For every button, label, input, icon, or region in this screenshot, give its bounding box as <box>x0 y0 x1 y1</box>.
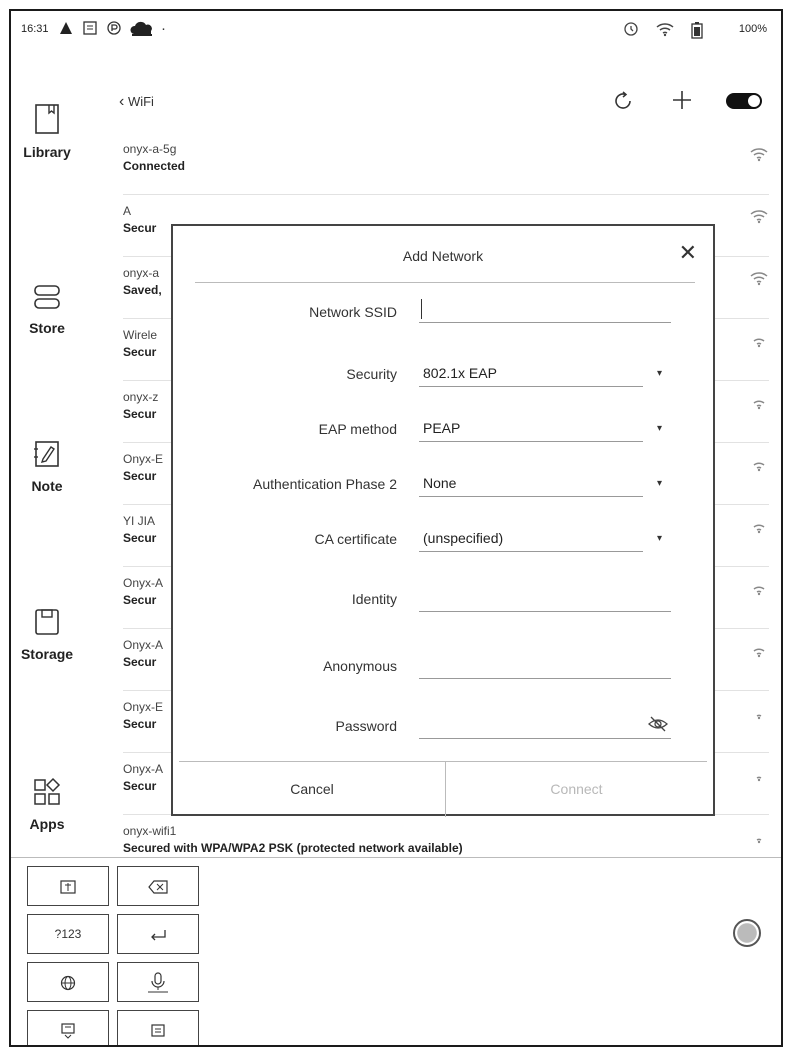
nav-apps-label: Apps <box>29 816 65 832</box>
security-label: Security <box>346 366 397 382</box>
add-network-dialog <box>171 224 715 816</box>
wifi-toggle[interactable] <box>725 91 765 116</box>
battery-percent: 100% <box>738 23 767 35</box>
wifi-name: Onyx-A <box>123 576 164 590</box>
wifi-status: Secured with WPA/WPA2 PSK (protected network available) <box>123 841 463 855</box>
dropdown-caret-icon[interactable]: ▾ <box>657 478 663 489</box>
wifi-name: onyx-wifi1 <box>123 824 177 838</box>
keyboard-settings-key[interactable] <box>117 1010 199 1046</box>
cloud-icon <box>129 21 155 41</box>
eye-slash-icon[interactable] <box>647 715 669 741</box>
keyboard-panel <box>11 857 781 1047</box>
globe-icon <box>60 975 76 989</box>
battery-icon <box>691 21 703 43</box>
ssid-label: Network SSID <box>309 304 397 320</box>
wifi-name: Wirele <box>123 328 158 342</box>
password-input[interactable] <box>419 712 671 739</box>
numbers-key[interactable]: ?123 <box>27 914 109 954</box>
apps-icon <box>11 777 83 812</box>
wifi-status: Secur <box>123 469 157 483</box>
wifi-status: Saved, <box>123 283 162 297</box>
cancel-button[interactable]: Cancel <box>290 781 334 797</box>
refresh-icon[interactable] <box>611 89 635 118</box>
wifi-name: A <box>123 204 132 218</box>
ime-switch-icon <box>60 879 76 893</box>
anonymous-input[interactable] <box>419 652 671 679</box>
wifi-name: onyx-z <box>123 390 159 404</box>
notification-icon <box>83 21 97 39</box>
wifi-signal-icon <box>749 642 769 663</box>
wifi-signal-icon <box>749 580 769 601</box>
voice-input-key[interactable] <box>117 962 199 1002</box>
nav-note-label: Note <box>31 478 63 494</box>
wifi-signal-icon <box>749 332 769 353</box>
phase2-select[interactable]: None <box>419 470 643 497</box>
wifi-status: Secur <box>123 655 157 669</box>
eap-method-select[interactable]: PEAP <box>419 415 643 442</box>
phase2-label: Authentication Phase 2 <box>253 476 397 492</box>
keyboard-mode-key[interactable] <box>27 866 109 906</box>
nav-storage-label: Storage <box>20 646 74 662</box>
device-frame <box>9 9 783 1047</box>
wifi-icon <box>655 21 675 41</box>
dot-icon: · <box>161 20 166 37</box>
wifi-signal-icon <box>749 456 769 477</box>
password-label: Password <box>335 718 397 734</box>
dropdown-caret-icon[interactable]: ▾ <box>657 368 663 379</box>
nav-note[interactable] <box>11 439 83 494</box>
wifi-status: Secur <box>123 221 157 235</box>
text-cursor <box>421 299 422 319</box>
floating-ball-button[interactable] <box>733 919 761 947</box>
wifi-signal-icon <box>749 270 769 291</box>
wifi-status: Secur <box>123 717 157 731</box>
nav-store[interactable] <box>11 283 83 336</box>
wifi-signal-icon <box>749 518 769 539</box>
backspace-key[interactable] <box>117 866 199 906</box>
anonymous-label: Anonymous <box>323 658 397 674</box>
wifi-status: Secur <box>123 345 157 359</box>
wifi-name: Onyx-E <box>123 452 164 466</box>
store-icon <box>11 283 83 316</box>
dialog-title: Add Network <box>402 248 484 264</box>
dialog-divider <box>195 282 695 283</box>
emoji-key[interactable] <box>27 962 109 1002</box>
wifi-signal-icon <box>749 394 769 415</box>
hide-keyboard-key[interactable] <box>27 1010 109 1046</box>
dropdown-caret-icon[interactable]: ▾ <box>657 533 663 544</box>
wifi-name: onyx-a <box>123 266 160 280</box>
wifi-status: Secur <box>123 779 157 793</box>
wifi-status: Secur <box>123 407 157 421</box>
wifi-row[interactable] <box>123 132 769 195</box>
ca-certificate-select[interactable]: (unspecified) <box>419 525 643 552</box>
wifi-status: Secur <box>123 531 157 545</box>
identity-input[interactable] <box>419 585 671 612</box>
dropdown-caret-icon[interactable]: ▾ <box>657 423 663 434</box>
ca-certificate-label: CA certificate <box>314 531 397 547</box>
wifi-signal-icon <box>749 208 769 229</box>
library-icon <box>11 103 83 140</box>
nav-storage[interactable] <box>11 607 83 662</box>
wifi-name: onyx-a-5g <box>123 142 177 156</box>
nav-library[interactable] <box>11 103 83 160</box>
wifi-name: Onyx-A <box>123 638 164 652</box>
wifi-signal-icon <box>749 766 769 787</box>
wifi-status: Secur <box>123 593 157 607</box>
security-select[interactable]: 802.1x EAP <box>419 360 643 387</box>
plus-icon[interactable] <box>671 89 693 116</box>
enter-key[interactable] <box>117 914 199 954</box>
nav-apps[interactable] <box>11 777 83 832</box>
close-icon[interactable]: ✕ <box>678 240 697 265</box>
backspace-icon <box>148 879 168 893</box>
p-icon <box>107 21 121 39</box>
keyboard-icon <box>150 1023 166 1037</box>
wifi-name: Onyx-E <box>123 700 164 714</box>
wifi-name: YI JIA <box>123 514 156 528</box>
status-time: 16:31 <box>21 23 49 35</box>
ssid-input[interactable] <box>419 296 671 323</box>
status-bar <box>11 11 781 51</box>
storage-icon <box>11 607 83 642</box>
connect-button[interactable]: Connect <box>550 781 603 797</box>
microphone-icon <box>146 975 170 989</box>
enter-icon <box>148 927 168 941</box>
note-icon <box>11 439 83 474</box>
dialog-footer <box>179 761 707 817</box>
header-title: WiFi <box>127 94 154 109</box>
keyboard-down-icon <box>60 1023 76 1037</box>
wifi-signal-icon <box>749 146 769 167</box>
nav-store-label: Store <box>29 320 65 336</box>
wifi-signal-icon <box>749 828 769 849</box>
nav-library-label: Library <box>23 144 71 160</box>
wifi-signal-icon <box>749 704 769 725</box>
chevron-left-icon: ‹ <box>119 93 125 110</box>
sync-icon <box>623 21 639 41</box>
back-button[interactable] <box>119 93 154 111</box>
wifi-status: Connected <box>123 159 186 173</box>
wifi-name: Onyx-A <box>123 762 164 776</box>
alert-icon <box>59 21 73 39</box>
eap-method-label: EAP method <box>318 421 397 437</box>
identity-label: Identity <box>351 591 397 607</box>
